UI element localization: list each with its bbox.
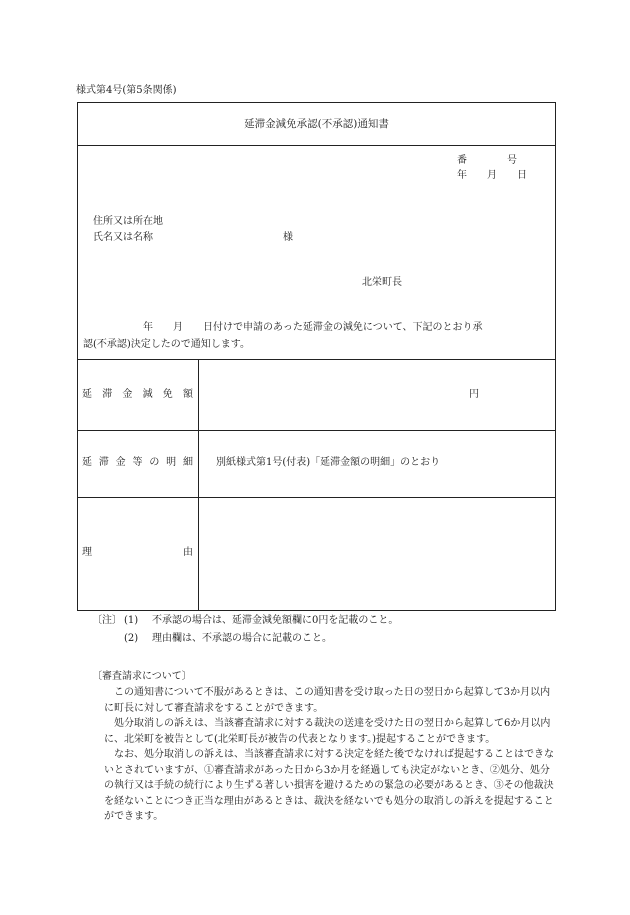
issuer: 北栄町長 (362, 277, 402, 288)
body-line-2: 認(不承認)決定したので通知します。 (83, 339, 251, 350)
detail-value: 別紙様式第1号(付表)「延滞金額の明細」のとおり (216, 457, 441, 468)
review-paragraph-2: 処分取消しの訴えは、当該審査請求に対する裁決の送達を受けた日の翌日から起算して6か月以内に、北栄町を被告として(北栄町長が被告の代表となります。)提起することができます。 (104, 718, 551, 745)
address-label: 住所又は所在地 (93, 216, 163, 227)
title-divider (77, 145, 556, 146)
body-divider (77, 359, 556, 360)
review-heading: 〔審査請求について〕 (92, 671, 192, 682)
form-number-label: 様式第4号(第5条関係) (76, 85, 177, 96)
reason-label-right: 由 (183, 547, 193, 558)
note-prefix: 〔注〕 (92, 615, 122, 626)
review-paragraph-1: この通知書について不服があるときは、この通知書を受け取った日の翌日から起算して3か月以内に町長に対して審査請求をすることができます。 (104, 687, 551, 714)
note-1-number: (1) (124, 615, 139, 626)
name-label: 氏名又は名称 (93, 232, 153, 243)
note-2-number: (2) (124, 633, 139, 644)
detail-label: 延滞金等の明細 (82, 457, 193, 468)
review-paragraph-3: なお、処分取消しの訴えは、当該審査請求に対する決定を経た後でなければ提起することはできないとされていますが、①審査請求があった日から3か月を経過しても決定がないとき、②処分、処分の執行又は手続の続行により生ずる著しい損害を避けるための緊急の必要があるとき、③その他裁決を経ないことにつき正当な理由があるときは、裁決を経ないでも処分の取消しの訴えを提起することができます。 (104, 749, 554, 822)
body-line-1: 年 月 日付けで申請のあった延滞金の減免について、下記のとおり承 (143, 322, 483, 333)
reason-field[interactable] (199, 498, 555, 610)
row-divider-1 (77, 430, 556, 431)
amount-unit: 円 (469, 389, 479, 400)
note-2-text: 理由欄は、不承認の場合に記載のこと。 (152, 633, 332, 644)
amount-label: 延滞金減免額 (82, 389, 193, 400)
number-label: 番 号 (457, 155, 517, 166)
reason-label-left: 理 (82, 547, 92, 558)
document-title: 延滞金減免承認(不承認)通知書 (244, 118, 389, 130)
honorific: 様 (283, 232, 293, 243)
date-label: 年 月 日 (457, 170, 527, 181)
note-1-text: 不承認の場合は、延滞金減免額欄に0円を記載のこと。 (152, 615, 399, 626)
